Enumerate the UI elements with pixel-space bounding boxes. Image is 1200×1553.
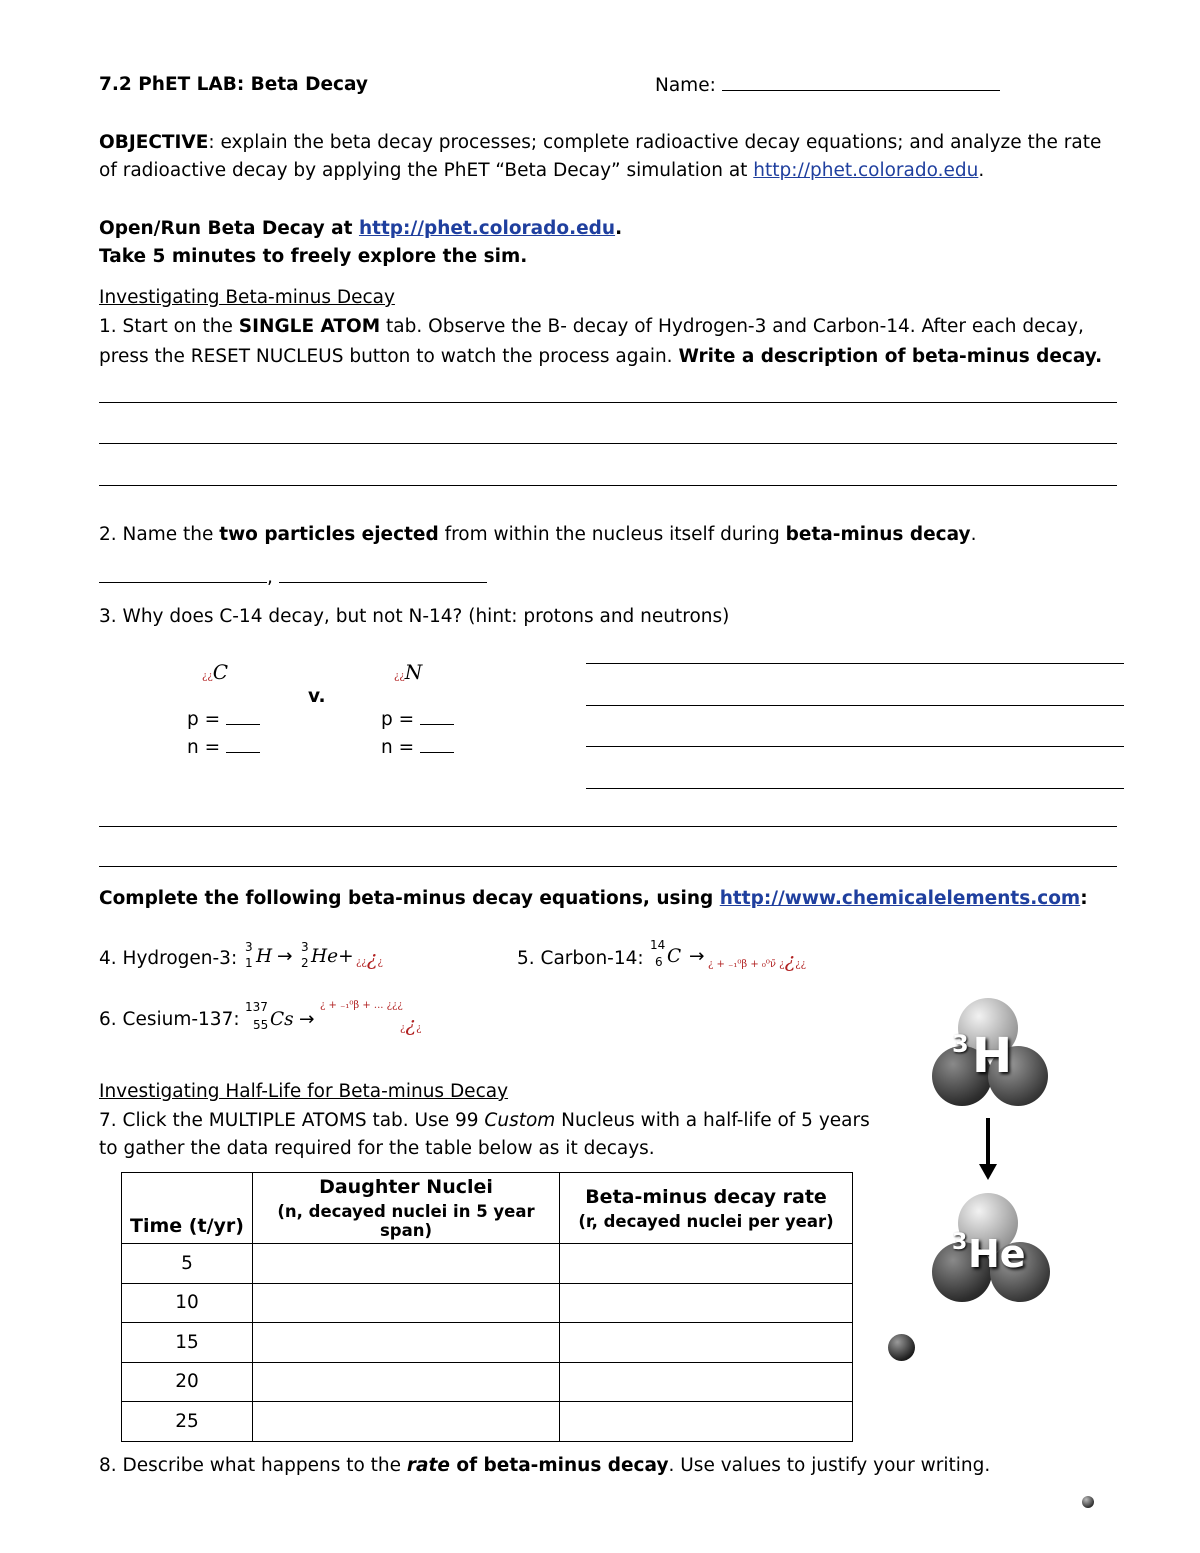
page-title: 7.2 PhET LAB: Beta Decay [99,74,368,95]
phet-link-2[interactable]: http://phet.colorado.edu [358,218,616,239]
open-run-line: Open/Run Beta Decay at http://phet.colorado.edu. [99,218,623,239]
table-row [122,1244,853,1284]
table-row [122,1323,853,1363]
question-2-answers: , [99,566,487,588]
footer-dot-icon [1082,1496,1094,1508]
equations-intro: Complete the following beta-minus decay equations, using http://www.chemicalelements.com: [99,888,1088,909]
particle-blank-2[interactable] [279,566,487,583]
time-cell: 10 [122,1283,253,1323]
equation-6-garbled-top: ¿ + ₋₁⁰β + ... ¿¿¿ [320,1000,403,1011]
objective-line-1: OBJECTIVE: explain the beta decay processes; complete radioactive decay equations; and analyze the rate [99,132,1102,153]
cs-symbol: Cs [270,1009,294,1030]
chemicalelements-link[interactable]: http://www.chemicalelements.com [719,888,1081,909]
nitrogen-protons-blank[interactable] [420,708,454,725]
arrow: → [299,1009,315,1030]
daughter-cell[interactable] [253,1362,560,1402]
question-2: 2. Name the two particles ejected from within the nucleus itself during beta-minus decay. [99,524,977,545]
name-label: Name: [655,75,716,96]
header-decay-rate: Beta-minus decay rate (r, decayed nuclei per year) [560,1173,853,1244]
objective-line-2: of radioactive decay by applying the PhET “Beta Decay” simulation at http://phet.colorado.edu. [99,160,985,181]
carbon-neutrons-blank[interactable] [226,736,260,753]
section-heading-half-life: Investigating Half-Life for Beta-minus Decay [99,1081,509,1102]
carbon-neutrons: n = [187,736,260,758]
answer-line[interactable] [99,402,1117,403]
versus-label: v. [308,686,326,707]
nitrogen-symbol: ¿¿N [394,660,423,684]
question-3: 3. Why does C-14 decay, but not N-14? (hint: protons and neutrons) [99,606,730,627]
rate-cell[interactable] [560,1283,853,1323]
nitrogen-neutrons: n = [381,736,454,758]
nitrogen-neutrons-blank[interactable] [420,736,454,753]
cs-atomic-number: 55 [253,1018,269,1032]
decay-data-table [121,1172,853,1442]
table-row [122,1283,853,1323]
daughter-cell[interactable] [253,1323,560,1363]
question-7-line-1: 7. Click the MULTIPLE ATOMS tab. Use 99 Custom Nucleus with a half-life of 5 years [99,1110,870,1131]
equation-4-garbled: ¿¿¿¿ [356,946,383,970]
table-header-row [122,1173,853,1244]
c-atomic-number: 6 [655,955,663,969]
phet-link[interactable]: http://phet.colorado.edu [753,160,979,181]
question-7-line-2: to gather the data required for the table below as it decays. [99,1138,655,1159]
question-8: 8. Describe what happens to the rate of beta-minus decay. Use values to justify your writing. [99,1455,991,1476]
answer-line[interactable] [586,788,1124,789]
he3-mass-label: 3 [952,1230,968,1255]
c-mass-number: 14 [650,938,666,952]
question-5-label: 5. Carbon-14: [517,948,644,969]
he-mass-number: 3 [301,940,309,954]
name-field[interactable] [655,74,1000,96]
he-atomic-number: 2 [301,956,309,970]
cs-mass-number: 137 [245,1000,268,1014]
carbon-protons-blank[interactable] [226,708,260,725]
name-blank[interactable] [722,74,1000,91]
question-1-line-2: press the RESET NUCLEUS button to watch the process again. Write a description of beta-minus decay. [99,346,1103,367]
he3-symbol-label: He [968,1232,1026,1276]
question-6-label: 6. Cesium-137: [99,1009,240,1030]
answer-line[interactable] [586,746,1124,747]
table-row [122,1362,853,1402]
table-row [122,1402,853,1442]
time-cell: 15 [122,1323,253,1363]
nitrogen-protons: p = [381,708,454,730]
c-symbol: C [667,946,682,967]
time-cell: 25 [122,1402,253,1442]
h3-symbol-label: H [972,1028,1013,1084]
particle-blank-1[interactable] [99,566,267,583]
arrow-down-icon [979,1164,997,1180]
daughter-cell[interactable] [253,1283,560,1323]
section-heading-beta-minus: Investigating Beta-minus Decay [99,287,395,308]
h-atomic-number: 1 [245,956,253,970]
answer-line[interactable] [99,485,1117,486]
arrow: → [689,946,705,967]
arrow: → [277,946,293,967]
equation-6-garbled-bottom: ¿¿¿ [400,1012,422,1036]
header-daughter-nuclei: Daughter Nuclei (n, decayed nuclei in 5 year span) [253,1173,560,1244]
time-cell: 5 [122,1244,253,1284]
answer-line[interactable] [99,443,1117,444]
equation-5-garbled: ¿ + ₋₁⁰β + ₀⁰ν̄ ¿¿¿¿ [708,948,807,972]
h-symbol: H [256,946,273,967]
answer-line[interactable] [99,826,1117,827]
question-1-line-1: 1. Start on the SINGLE ATOM tab. Observe the B- decay of Hydrogen-3 and Carbon-14. After each decay, [99,316,1084,337]
carbon-symbol: ¿¿C [202,660,229,684]
explore-instruction: Take 5 minutes to freely explore the sim. [99,246,528,267]
daughter-cell[interactable] [253,1244,560,1284]
decay-arrow-shaft [986,1118,990,1166]
electron-sphere [888,1334,915,1361]
answer-line[interactable] [586,705,1124,706]
daughter-cell[interactable] [253,1402,560,1442]
header-time: Time (t/yr) [122,1173,253,1244]
question-4-label: 4. Hydrogen-3: [99,948,238,969]
time-cell: 20 [122,1362,253,1402]
h-mass-number: 3 [245,940,253,954]
rate-cell[interactable] [560,1402,853,1442]
objective-label: OBJECTIVE [99,132,209,153]
rate-cell[interactable] [560,1323,853,1363]
carbon-protons: p = [187,708,260,730]
answer-line[interactable] [586,663,1124,664]
he-symbol: He+ [311,946,354,967]
h3-mass-label: 3 [952,1030,969,1058]
rate-cell[interactable] [560,1244,853,1284]
rate-cell[interactable] [560,1362,853,1402]
answer-line[interactable] [99,866,1117,867]
